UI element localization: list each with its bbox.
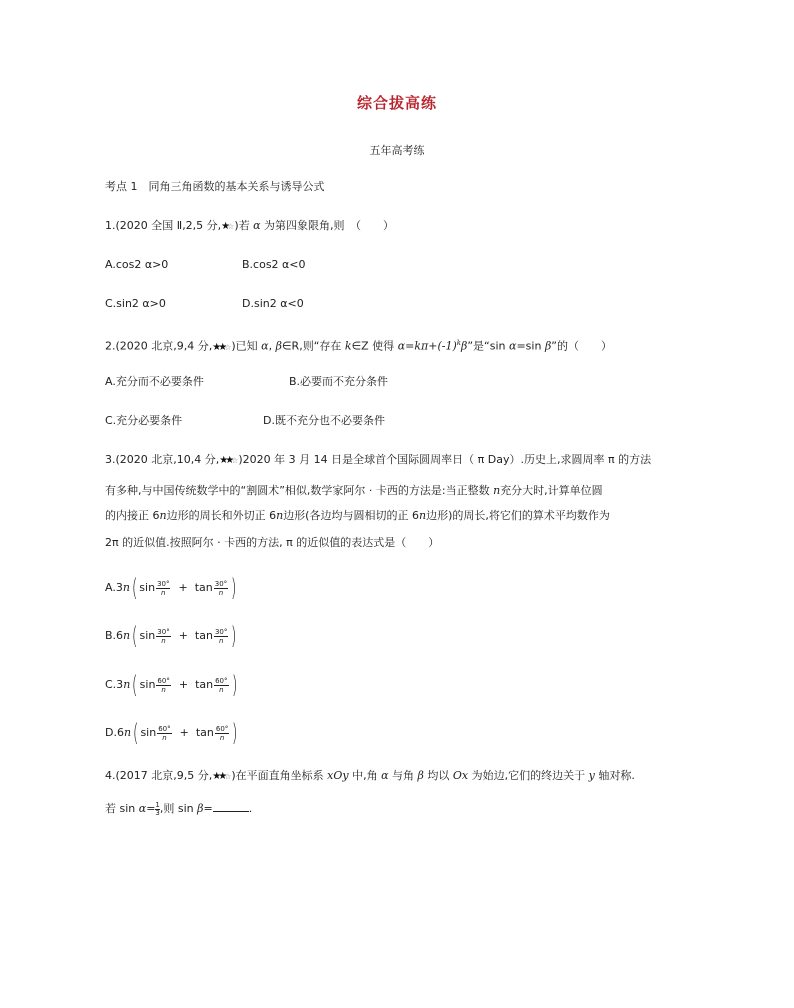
question-3-line-2: 有多种,与中国传统数学中的“割圆术”相似,数学家阿尔 · 卡西的方法是:当正整数 n充分大时,计算单位圆 — [105, 484, 603, 497]
q3-option-a: A.3n( sin $\frac{30^\circ}{n}$ + tan $\frac{30^\circ}{n}$ ) — [105, 574, 237, 602]
q2-option-b: B.必要而不充分条件 — [289, 375, 389, 388]
q1-option-b: B.cos2 α<0 — [242, 258, 306, 271]
difficulty-stars-icon: ★★☆ — [212, 341, 229, 353]
question-3-line-4: 2π 的近似值.按照阿尔 · 卡西的方法, π 的近似值的表达式是（ ） — [105, 536, 440, 549]
question-3-line-1: 3.(2020 北京,10,4 分,★★☆ )2020 年 3 月 14 日是全球首个国际圆周率日（ π Day）.历史上,求圆周率 π 的方法 — [105, 453, 652, 466]
q1-option-d: D.sin2 α<0 — [242, 297, 304, 310]
page-subtitle: 五年高考练 — [369, 144, 425, 157]
answer-blank[interactable] — [213, 801, 249, 812]
difficulty-stars-icon: ★★☆ — [212, 771, 229, 782]
difficulty-stars-icon: ★★☆ — [219, 455, 236, 466]
question-4-line-1: 4.(2017 北京,9,5 分,★★☆ )在平面直角坐标系 xOy 中,角 α 与角 β 均以 Ox 为始边,它们的终边关于 y 轴对称. — [105, 769, 635, 782]
page-title: 综合拔高练 — [356, 94, 437, 112]
q1-option-a: A.cos2 α>0 — [105, 258, 169, 271]
question-3-line-3: 的内接正 6n边形的周长和外切正 6n边形(各边均与圆相切的正 6n边形)的周长,将它们的算术平均数作为 — [105, 509, 610, 522]
q3-option-b: B.6n( sin $\frac{30^\circ}{n}$ + tan $\frac{30^\circ}{n}$ ) — [105, 622, 237, 650]
q3-option-c: C.3n( sin $\frac{60^\circ}{n}$ + tan $\frac{60^\circ}{n}$ ) — [105, 671, 238, 699]
section-heading: 考点 1 同角三角函数的基本关系与诱导公式 — [105, 180, 325, 193]
question-2: 2.(2020 北京,9,4 分,★★☆ )已知 α, β∈R,则“存在 k∈Z 使得 $\alpha=k\pi+(-1)^k\beta$”是“sin α=sin β”的（ ） — [105, 339, 612, 353]
q3-option-d: D.6n( sin $\frac{60^\circ}{n}$ + tan $\frac{60^\circ}{n}$ ) — [105, 719, 238, 747]
q2-option-c: C.充分必要条件 — [105, 414, 183, 427]
question-4-line-2: 若 sin α= $\frac{1}{3}$,则 sin β= . — [105, 800, 253, 817]
q2-option-a: A.充分而不必要条件 — [105, 375, 204, 388]
q2-option-d: D.既不充分也不必要条件 — [263, 414, 385, 427]
question-1: 1.(2020 全国 Ⅱ,2,5 分,★☆ )若 α 为第四象限角,则 （ ） — [105, 219, 395, 232]
difficulty-stars-icon: ★☆ — [221, 221, 232, 232]
q1-option-c: C.sin2 α>0 — [105, 297, 166, 310]
